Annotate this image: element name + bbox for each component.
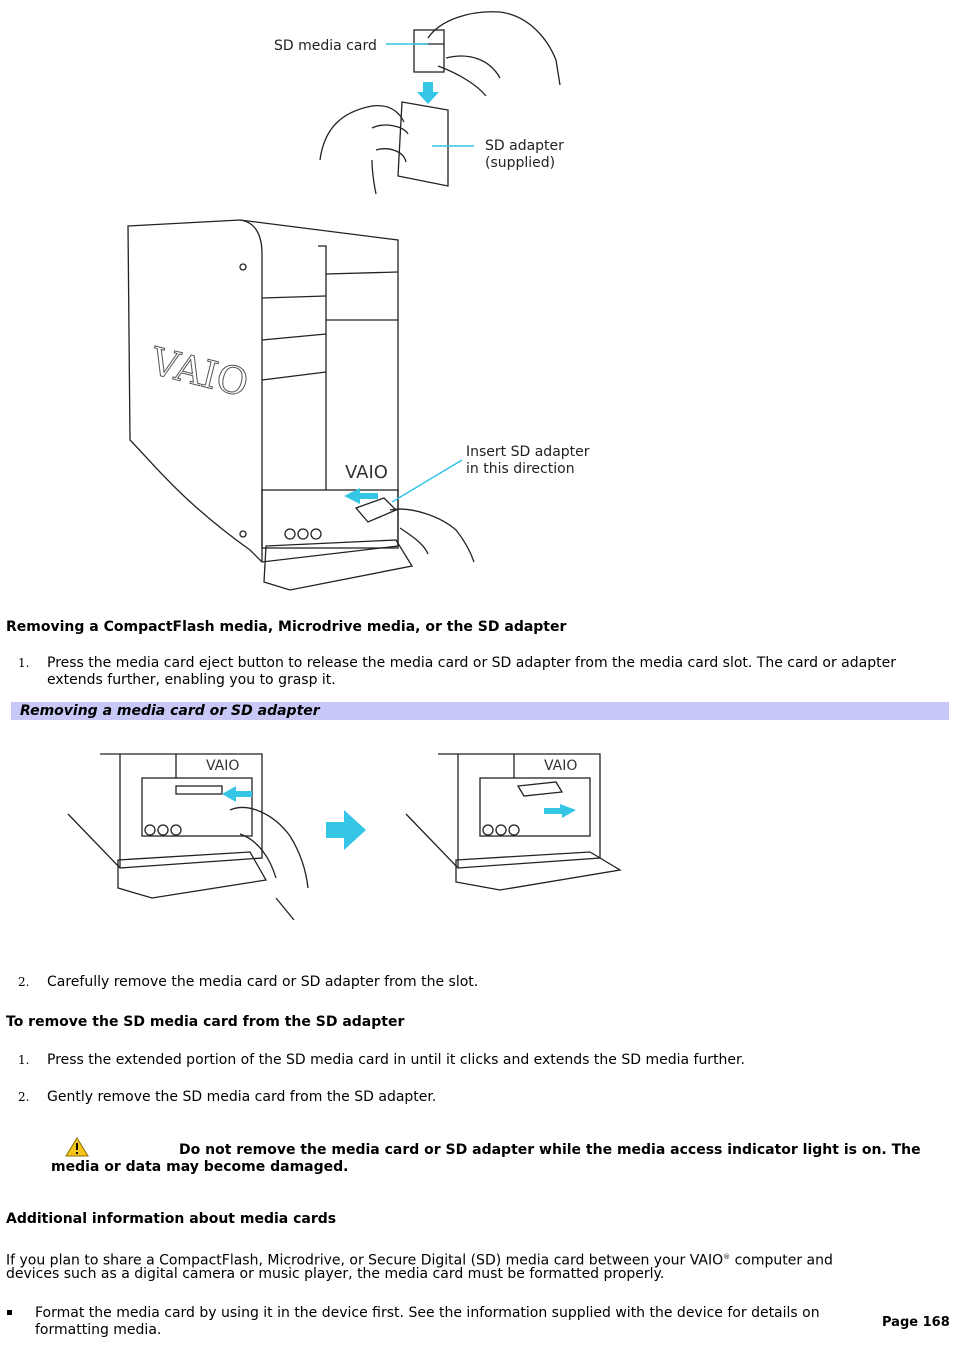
front-logo: VAIO [345,462,388,483]
warning-text-line1: Do not remove the media card or SD adapter while the media access indicator light is on. The [179,1142,921,1158]
label-insert-sd-adapter: Insert SD adapter [466,444,590,460]
page-number: Page 168 [882,1315,950,1330]
right-panel-drawing [406,754,620,890]
step2-text: Carefully remove the media card or SD adapter from the slot. [47,974,479,990]
bullet-square [7,1310,12,1315]
paragraph-line2: devices such as a digital camera or music player, the media card must be formatted properly. [6,1266,665,1282]
eject-out-arrow [544,804,576,818]
heading-additional-info: Additional information about media cards [6,1211,337,1227]
figure-caption-banner: Removing a media card or SD adapter [11,702,949,720]
sd-step2-text: Gently remove the SD media card from the SD adapter. [47,1089,437,1105]
figure-vaio-tower-insert [0,210,954,600]
figure-sd-card-into-adapter [0,0,954,200]
sd-step1-text: Press the extended portion of the SD media card in until it clicks and extends the SD media further. [47,1052,745,1068]
heading-removing: Removing a CompactFlash media, Microdrive media, or the SD adapter [6,619,567,635]
paragraph-part1: If you plan to share a CompactFlash, Microdrive, or Secure Digital (SD) media card between your VAIO [6,1252,724,1269]
inserting-hand-drawing [356,498,474,562]
tower-drawing [128,220,412,590]
transition-arrow [326,810,366,850]
figure-eject-media-card [0,748,954,928]
warning-icon [65,1137,89,1157]
lower-hand-drawing [320,106,408,194]
down-arrow [417,82,439,104]
step2-number: 2. [18,975,30,989]
insert-leader-line [392,460,462,502]
sd-step1-number: 1. [18,1053,30,1067]
upper-hand-drawing [428,12,560,96]
sd-adapter-drawing [398,102,448,186]
warning-text-line2: media or data may become damaged. [51,1159,349,1175]
heading-remove-sd: To remove the SD media card from the SD adapter [6,1014,405,1030]
paragraph-part2: computer and [730,1252,833,1269]
left-panel-logo: VAIO [206,758,240,774]
bullet-line1: Format the media card by using it in the device first. See the information supplied with the device for details on [35,1305,820,1321]
label-sd-adapter-supplied: (supplied) [485,155,556,171]
left-panel-drawing [68,754,308,920]
label-sd-adapter: SD adapter [485,138,564,154]
sd-step2-number: 2. [18,1090,30,1104]
step1-text: Press the media card eject button to release the media card or SD adapter from the media card slot. The card or adapter extends further, enabling you to grasp it. [47,655,896,688]
tower-logo: VAIO [146,338,253,406]
right-panel-logo: VAIO [544,758,578,774]
eject-push-arrow [222,786,252,802]
label-in-this-direction: in this direction [466,461,575,477]
step1-number: 1. [18,656,30,670]
bullet-line2: formatting media. [35,1322,162,1338]
registered-mark: ® [723,1253,731,1261]
label-sd-media-card: SD media card [274,38,377,54]
